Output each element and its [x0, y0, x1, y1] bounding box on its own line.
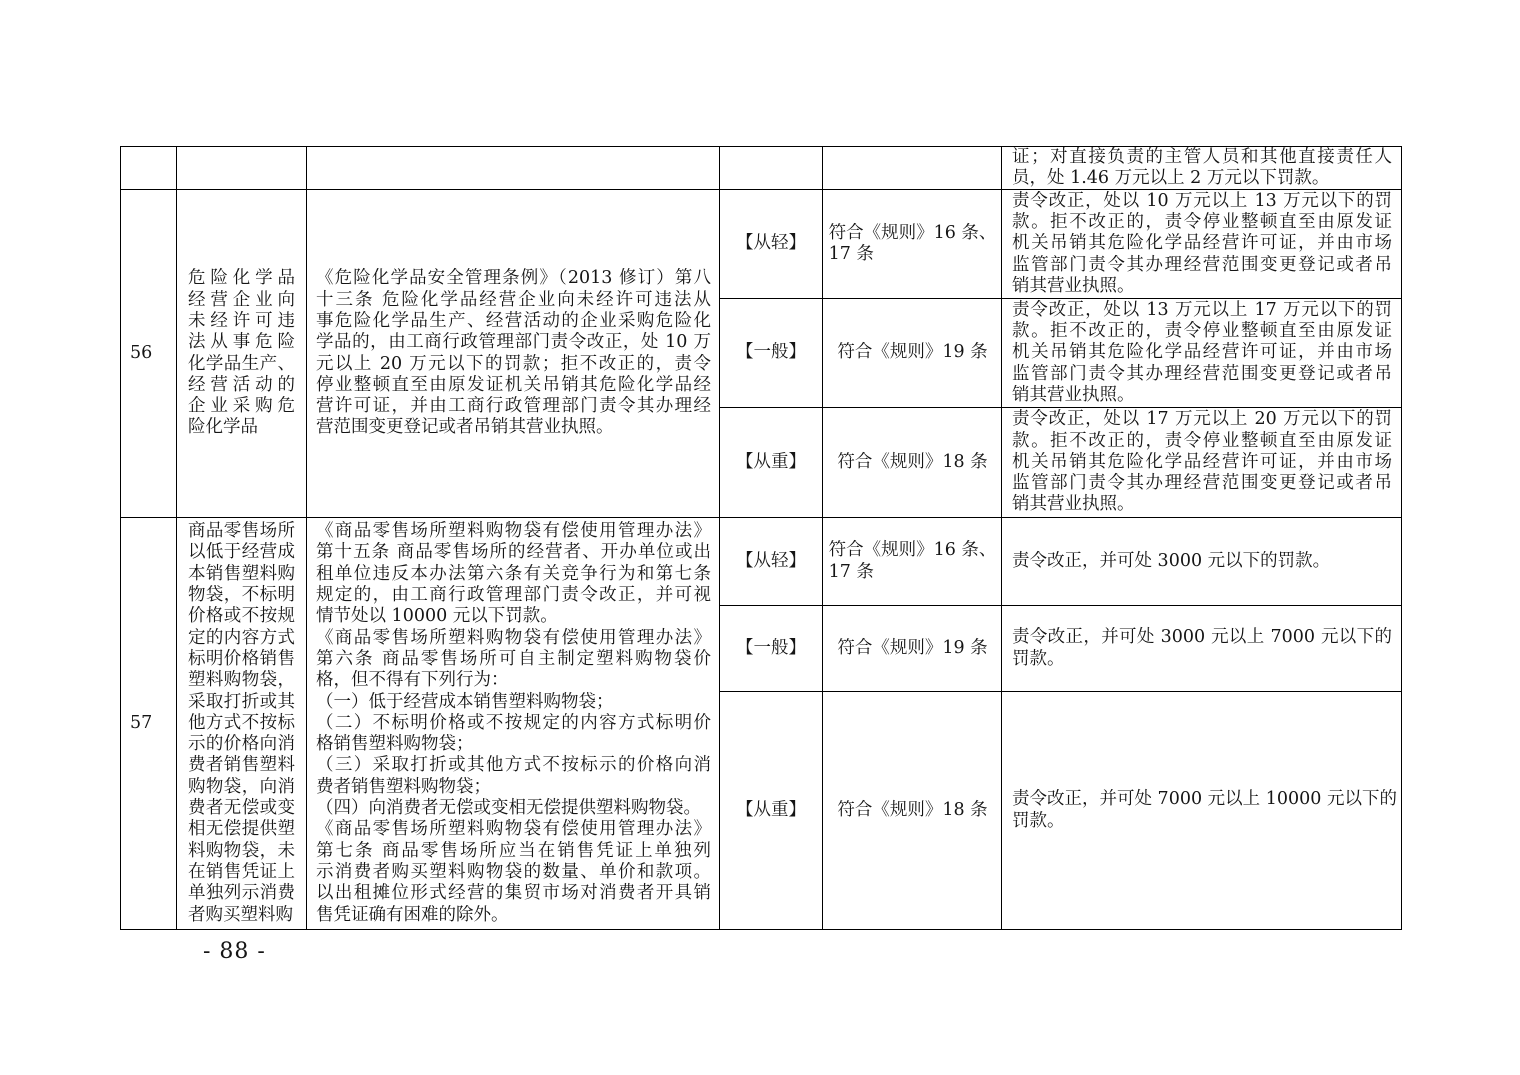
text-line: 监管部门责令其办理经营范围变更登记或者吊: [1012, 473, 1392, 494]
text-line: 符合《规则》18 条: [837, 451, 988, 472]
level-cell: [720, 299, 822, 407]
condition-cell: [823, 299, 1001, 407]
level-label: 【一般】: [736, 637, 806, 658]
text-line: 物袋，不标明: [188, 585, 295, 606]
text-line: 责令改正，并可处 3000 元以上 7000 元以下的: [1012, 627, 1392, 648]
level-label: 【一般】: [736, 342, 806, 363]
penalty-cell: [1002, 190, 1401, 298]
text-line: 罚款。: [1012, 810, 1065, 831]
text-line: 营许可证，并由工商行政管理部门责令其办理经: [316, 396, 711, 417]
condition-cell: [823, 606, 1001, 691]
text-paragraph: [829, 540, 997, 583]
text-line: 以低于经营成: [188, 542, 295, 563]
text-paragraph: [316, 819, 711, 925]
text-line: 符合《规则》16 条、: [828, 222, 997, 243]
penalty-cell: [1002, 518, 1401, 605]
text-line: 规定的，由工商行政管理部门责令改正，并可视: [316, 585, 711, 606]
text-line: 费者无偿或变: [188, 798, 295, 819]
empty-cell: [177, 147, 306, 189]
text-line: 责令改正，处以 13 万元以上 17 万元以下的罚: [1012, 299, 1392, 320]
text-line: 款。拒不改正的，责令停业整顿直至由原发证: [1012, 212, 1392, 233]
text-line: 价格或不按规: [188, 606, 295, 627]
text-line: 罚款。: [1012, 648, 1065, 669]
level-label: 【从重】: [736, 799, 806, 820]
text-line: 证；对直接负责的主管人员和其他直接责任人: [1012, 147, 1392, 167]
text-line: 租单位违反本办法第六条有关竞争行为和第七条: [316, 563, 711, 584]
text-line: 机关吊销其危险化学品经营许可证，并由市场: [1012, 451, 1392, 472]
text-line: 《商品零售场所塑料购物袋有偿使用管理办法》: [316, 521, 711, 542]
text-line: 责令改正，处以 17 万元以上 20 万元以下的罚: [1012, 409, 1392, 430]
item-number: 57: [130, 712, 153, 733]
text-line: 在销售凭证上: [188, 861, 295, 882]
text-line: 十三条 危险化学品经营企业向未经许可违法从: [316, 289, 711, 310]
text-line: 者购买塑料购: [188, 904, 293, 925]
text-paragraph: [837, 452, 987, 473]
text-paragraph: [1012, 191, 1392, 297]
empty-cell: [720, 147, 822, 189]
penalty-cell: [1002, 408, 1401, 517]
text-line: 采取打折或其: [188, 691, 295, 712]
level-cell: [720, 190, 822, 298]
level-label: 【从轻】: [736, 550, 806, 571]
text-line: 情节处以 10000 元以下罚款。: [316, 606, 558, 627]
text-paragraph: [316, 692, 711, 713]
text-line: 款。拒不改正的，责令停业整顿直至由原发证: [1012, 430, 1392, 451]
text-line: 销其营业执照。: [1012, 384, 1135, 405]
penalty-cell: [1002, 147, 1401, 189]
text-line: 本销售塑料购: [188, 563, 295, 584]
penalty-cell: [1002, 606, 1401, 691]
text-line: 以出租摊位形式经营的集贸市场对消费者开具销: [316, 883, 711, 904]
text-line: 相无偿提供塑: [188, 819, 295, 840]
text-line: 购物袋，向消: [188, 776, 295, 797]
text-paragraph: [829, 223, 997, 266]
item-number-cell: [121, 518, 176, 929]
text-line: 第七条 商品零售场所应当在销售凭证上单独列: [316, 840, 711, 861]
level-label: 【从重】: [736, 451, 806, 472]
text-paragraph: [316, 268, 711, 438]
text-line: 费者销售塑料: [188, 755, 295, 776]
penalty-cell: [1002, 692, 1401, 929]
text-line: 销其营业执照。: [1012, 494, 1135, 515]
text-line: 第六条 商品零售场所可自主制定塑料购物袋价: [316, 648, 711, 669]
text-line: 17 条: [828, 244, 874, 264]
text-paragraph: [316, 628, 711, 692]
level-cell: [720, 606, 822, 691]
text-line: 经营活动的: [188, 374, 295, 395]
text-line: 单独列示消费: [188, 883, 295, 904]
level-cell: [720, 518, 822, 605]
text-line: 机关吊销其危险化学品经营许可证，并由市场: [1012, 233, 1392, 254]
text-line: （二）不标明价格或不按规定的内容方式标明价: [316, 712, 711, 733]
text-line: 责令改正，并可处 7000 元以上 10000 元以下的: [1012, 789, 1397, 810]
text-line: 格，但不得有下列行为：: [316, 670, 509, 691]
text-paragraph: [188, 268, 295, 438]
text-line: 企业采购危: [188, 396, 295, 417]
text-line: 学品的，由工商行政管理部门责令改正，处 10 万: [316, 332, 711, 353]
level-cell: [720, 408, 822, 517]
text-line: 未经许可违: [188, 310, 295, 331]
text-line: 监管部门责令其办理经营范围变更登记或者吊: [1012, 363, 1392, 384]
text-paragraph: [1012, 627, 1392, 670]
text-line: 款。拒不改正的，责令停业整顿直至由原发证: [1012, 321, 1392, 342]
text-line: 销其营业执照。: [1012, 275, 1135, 296]
text-line: 17 条: [828, 561, 874, 582]
text-line: 格销售塑料购物袋；: [316, 734, 474, 755]
text-line: 经营企业向: [188, 289, 295, 310]
text-line: 标明价格销售: [188, 648, 295, 669]
empty-cell: [823, 147, 1001, 189]
text-paragraph: [837, 800, 987, 821]
level-label: 【从轻】: [736, 233, 806, 254]
text-line: 第十五条 商品零售场所的经营者、开办单位或出: [316, 542, 711, 563]
text-paragraph: [1012, 300, 1392, 406]
condition-cell: [823, 190, 1001, 298]
text-paragraph: [1012, 409, 1392, 515]
violation-cell: [177, 518, 306, 929]
text-paragraph: [316, 755, 711, 798]
text-line: 化学品生产、: [188, 353, 295, 374]
text-line: 符合《规则》19 条: [837, 637, 988, 658]
text-paragraph: [188, 521, 295, 926]
text-paragraph: [316, 798, 711, 819]
text-line: 元以上 20 万元以下的罚款；拒不改正的，责令: [316, 353, 711, 374]
text-line: 营范围变更登记或者吊销其营业执照。: [316, 417, 614, 438]
text-line: 塑料购物袋，: [188, 670, 295, 691]
text-line: 《商品零售场所塑料购物袋有偿使用管理办法》: [316, 627, 711, 648]
text-line: 商品零售场所: [188, 521, 295, 542]
text-line: 符合《规则》19 条: [837, 342, 988, 363]
text-line: 示消费者购买塑料购物袋的数量、单价和款项。: [316, 861, 711, 882]
text-line: （四）向消费者无偿或变相无偿提供塑料购物袋。: [316, 798, 701, 819]
text-line: 示的价格向消: [188, 734, 295, 755]
empty-cell: [307, 147, 719, 189]
text-line: 他方式不按标: [188, 712, 295, 733]
level-cell: [720, 692, 822, 929]
empty-cell: [121, 147, 176, 189]
penalty-standard-table: [120, 146, 1402, 930]
text-paragraph: [316, 713, 711, 756]
page-number: - 88 -: [203, 939, 266, 964]
text-paragraph: [837, 638, 987, 659]
text-line: 停业整顿直至由原发证机关吊销其危险化学品经: [316, 374, 711, 395]
text-line: 责令改正，处以 10 万元以上 13 万元以下的罚: [1012, 190, 1392, 211]
text-line: 危险化学品: [188, 268, 295, 289]
text-line: 费者销售塑料购物袋；: [316, 776, 491, 797]
text-paragraph: [1012, 147, 1392, 189]
text-line: 料购物袋，未: [188, 840, 295, 861]
text-line: 责令改正，并可处 3000 元以下的罚款。: [1012, 550, 1331, 571]
text-line: 监管部门责令其办理经营范围变更登记或者吊: [1012, 254, 1392, 275]
condition-cell: [823, 692, 1001, 929]
text-line: 机关吊销其危险化学品经营许可证，并由市场: [1012, 342, 1392, 363]
item-number: 56: [130, 342, 153, 363]
condition-cell: [823, 408, 1001, 517]
text-line: （一）低于经营成本销售塑料购物袋；: [316, 691, 614, 712]
text-line: 员，处 1.46 万元以上 2 万元以下罚款。: [1012, 168, 1330, 188]
legal-basis-cell: [307, 190, 719, 517]
text-paragraph: [316, 521, 711, 627]
text-paragraph: [1012, 551, 1392, 572]
text-paragraph: [1012, 789, 1397, 832]
penalty-cell: [1002, 299, 1401, 407]
text-line: 事危险化学品生产、经营活动的企业采购危险化: [316, 310, 711, 331]
text-line: 售凭证确有困难的除外。: [316, 904, 509, 925]
text-line: 险化学品: [188, 417, 258, 438]
condition-cell: [823, 518, 1001, 605]
text-line: 《危险化学品安全管理条例》（2013 修订）第八: [316, 268, 711, 289]
text-line: 定的内容方式: [188, 627, 295, 648]
violation-cell: [177, 190, 306, 517]
text-line: 符合《规则》18 条: [837, 799, 988, 820]
item-number-cell: [121, 190, 176, 517]
legal-basis-cell: [307, 518, 719, 929]
text-line: 《商品零售场所塑料购物袋有偿使用管理办法》: [316, 819, 711, 840]
text-paragraph: [837, 342, 987, 363]
text-line: 符合《规则》16 条、: [828, 540, 997, 561]
text-line: 法从事危险: [188, 332, 295, 353]
text-line: （三）采取打折或其他方式不按标示的价格向消: [316, 755, 711, 776]
